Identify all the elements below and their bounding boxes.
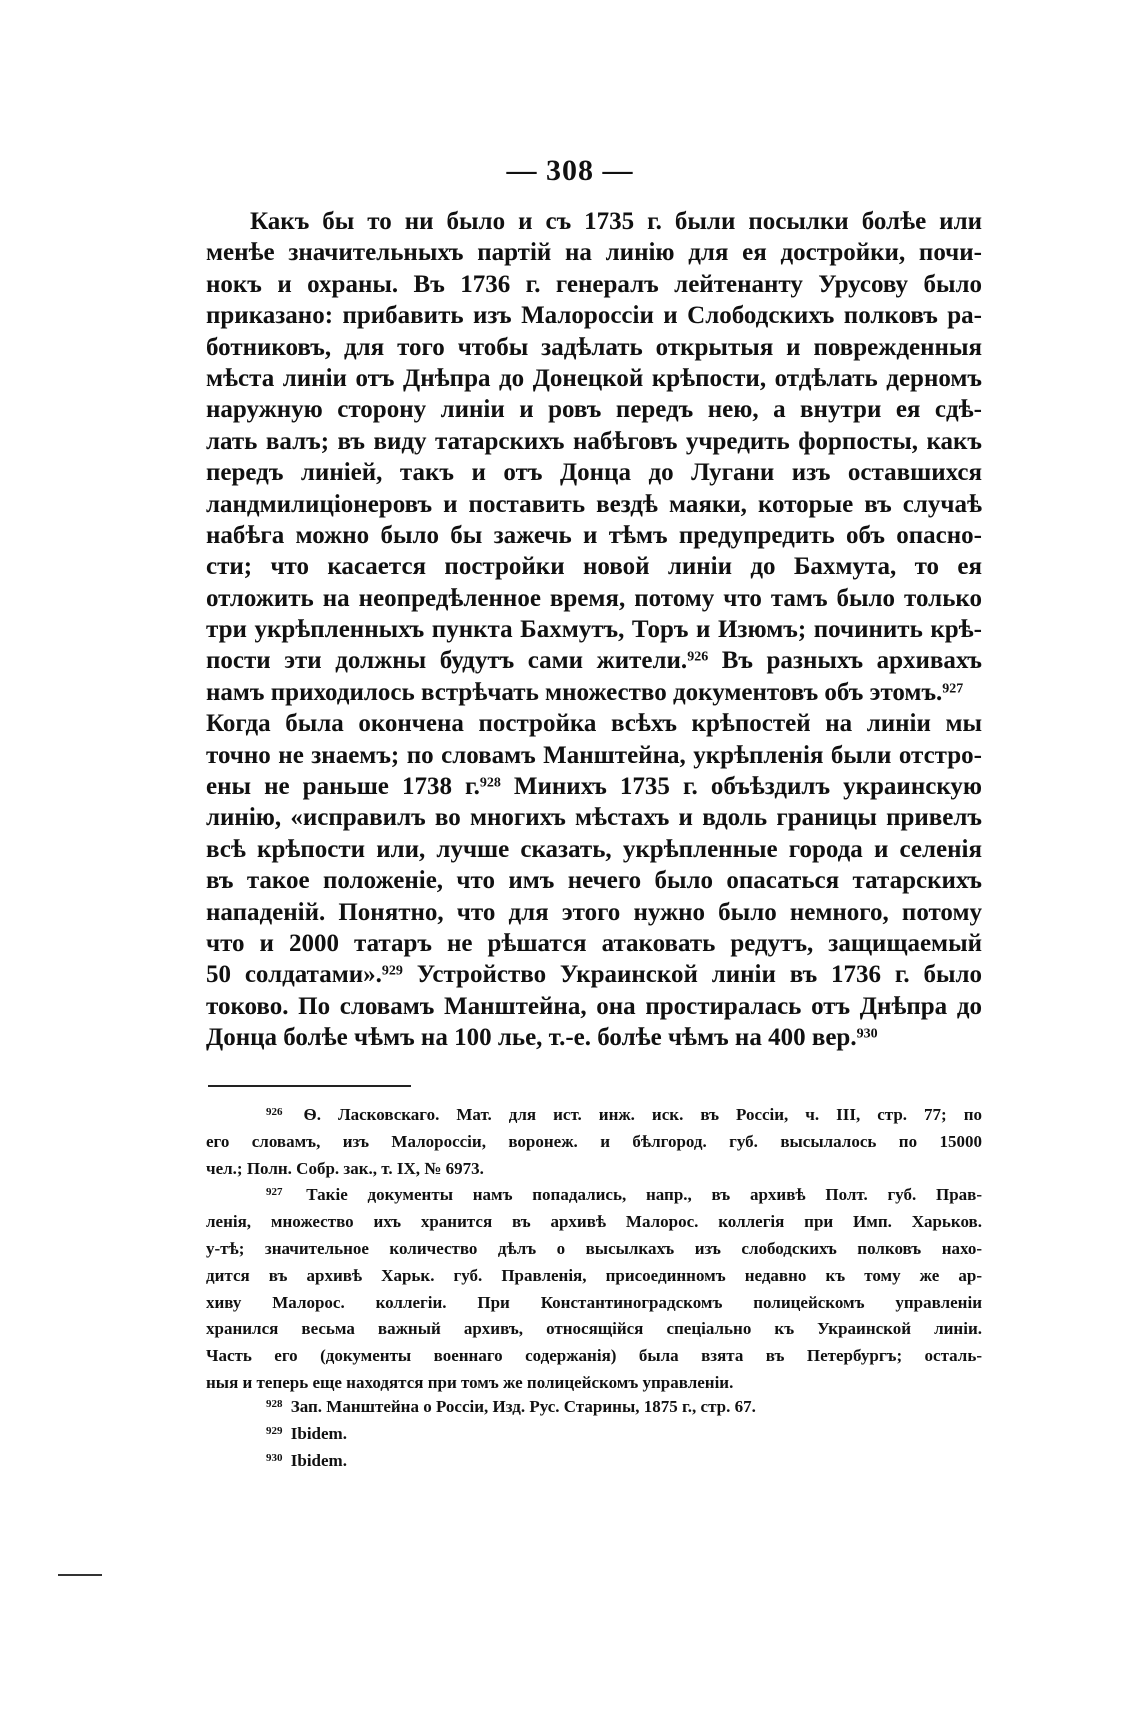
footnote-ref[interactable]: 930 [856,1026,878,1042]
page-number: — 308 — [506,154,634,187]
text-line [206,363,982,394]
text-line [206,489,982,520]
text-line [206,206,982,237]
footnote-text: дится въ архивѣ Харьк. губ. Правленія, присоединномъ недавно къ тому же ар- [206,1265,982,1285]
text-line-content: ены не раньше 1738 г. [206,773,480,801]
footnote-number: 926 [266,1105,283,1118]
footnote-number: 930 [266,1451,283,1464]
footnote-text: хранился весьма важный архивъ, относящійся спеціально къ Украинской линіи. [206,1319,982,1339]
text-line [206,959,982,990]
text-line-content: мѣста линіи отъ Днѣпра до Донецкой крѣпости, отдѣлать дерномъ [206,364,982,392]
text-line-content: сти; что касается постройки новой линіи до Бахмута, то ея [206,553,982,581]
footnote-ref[interactable]: 926 [687,649,709,665]
footnote-line [206,1209,982,1236]
text-line [206,332,982,363]
text-line [206,614,982,645]
footnote-line [206,1290,982,1317]
footnote-ref[interactable]: 929 [381,963,403,979]
text-line [206,237,982,268]
text-line [206,551,982,582]
text-line [206,865,982,896]
footnote-text: хиву Малорос. коллегіи. При Константиноградскомъ полицейскомъ управленіи [206,1292,982,1312]
text-line [206,708,982,739]
text-line [206,928,982,959]
footnote-text: Часть его (документы военнаго содержанія) была взята въ Петербургъ; осталь- [206,1346,982,1366]
text-line-content: нокъ и охраны. Въ 1736 г. генералъ лейтенанту Урусову было [206,270,982,298]
text-line-content: набѣга можно было бы зажечь и тѣмъ предупредить объ опасно- [206,521,982,549]
text-line [206,426,982,457]
text-line-content: намъ приходилось встрѣчать множество документовъ объ этомъ. [206,678,943,706]
footnote-line [206,1236,982,1263]
text-line-continuation: Устройство Украинской линіи въ 1736 г. было [402,961,982,989]
footnote-line [266,1393,756,1420]
text-line-content: наружную сторону линіи и ровъ передъ нею, а внутри ея сдѣ- [206,396,982,424]
footnote-text: Зап. Манштейна о Россіи, Изд. Рус. Старины, 1875 г., стр. 67. [286,1397,756,1416]
footnote-text: чел.; Полн. Собр. зак., т. IX, № 6973. [206,1158,484,1178]
text-line-content: менѣе значительныхъ партій на линію для ея достройки, почи- [206,239,982,267]
footnote-number: 928 [266,1397,283,1410]
text-line [206,520,982,551]
footnote-line [206,1129,982,1156]
text-line-content: приказано: прибавить изъ Малороссіи и Слободскихъ полковъ ра- [206,302,982,330]
footnote-line [206,1316,982,1343]
text-line [206,300,982,331]
text-line [206,991,982,1022]
footnote-line [266,1447,756,1474]
footnote-text: ныя и теперь еще находятся при томъ же полицейскомъ управленіи. [206,1372,734,1392]
text-line [206,645,982,676]
text-line-content: ботниковъ, для того чтобы задѣлать открытыя и поврежденныя [206,333,982,361]
footnote-text: ленія, множество ихъ хранится въ архивѣ Малорос. коллегія при Имп. Харьков. [206,1212,982,1232]
footnotes [206,1102,982,1397]
text-line-content: лать валъ; въ виду татарскихъ набѣговъ учредить форпосты, какъ [206,427,982,455]
footnote-separator [208,1085,411,1087]
text-line-content: что и 2000 татаръ не рѣшатся атаковать редутъ, защищаемый [206,929,982,957]
text-line [206,834,982,865]
footnote-line [266,1420,756,1447]
footnote-ref[interactable]: 927 [942,681,964,697]
text-line-continuation: Въ разныхъ архивахъ [708,647,982,675]
footnote-text: у-тѣ; значительное количество дѣлъ о высылкахъ изъ слободскихъ полковъ нахо- [206,1238,982,1258]
text-line-content: Когда была окончена постройка всѣхъ крѣпостей на линіи мы [206,710,982,738]
text-line [206,740,982,771]
text-line-content: Какъ бы то ни было и съ 1735 г. были посылки болѣе или [250,208,982,235]
footnote-text: Ibidem. [286,1451,347,1470]
short-footnotes [266,1393,756,1474]
footnote-line [206,1182,982,1209]
footnote-ref[interactable]: 928 [479,775,501,791]
text-line-content: Донца болѣе чѣмъ на 100 лье, т.-е. болѣе чѣмъ на 400 вер. [206,1024,857,1052]
footnote-number: 929 [266,1424,283,1437]
footnote-text: Такіе документы намъ попадались, напр., въ архивѣ Полт. губ. Прав- [286,1185,982,1205]
footnote-number: 927 [266,1185,283,1198]
text-line [206,771,982,802]
text-line-content: токово. По словамъ Манштейна, она простиралась отъ Днѣпра до [206,992,982,1020]
footnote-line [206,1156,982,1183]
text-line [206,269,982,300]
text-line-continuation: Минихъ 1735 г. объѣздилъ украинскую [500,773,982,801]
text-line-content: всѣ крѣпости или, лучше сказать, укрѣпленные города и селенія [206,835,982,863]
text-line [206,897,982,928]
text-line-content: пости эти должны будутъ сами жители. [206,647,688,675]
text-line [206,583,982,614]
footnote-line [206,1263,982,1290]
main-text [206,206,982,1054]
text-line [206,457,982,488]
text-line-content: нападеній. Понятно, что для этого нужно было немного, потому [206,898,982,926]
text-line [206,802,982,833]
footnote-text: его словамъ, изъ Малороссіи, воронеж. и бѣлгород. губ. высылалось по 15000 [206,1131,982,1151]
text-line-content: точно не знаемъ; по словамъ Манштейна, укрѣпленія были отстро- [206,741,982,769]
text-line-content: три укрѣпленныхъ пункта Бахмутъ, Торъ и Изюмъ; починить крѣ- [206,616,982,644]
text-line [206,677,982,708]
margin-mark [58,1574,102,1576]
text-line-content: ландмилиціонеровъ и поставить вездѣ маяки, которые въ случаѣ [206,490,982,518]
text-line-content: отложить на неопредѣленное время, потому что тамъ было только [206,584,982,612]
text-line-content: передъ линіей, такъ и отъ Донца до Лугани изъ оставшихся [206,459,982,487]
text-line-content: линію, «исправилъ во многихъ мѣстахъ и вдоль границы привелъ [206,804,982,832]
text-line [206,1022,982,1053]
footnote-line [206,1102,982,1129]
footnote-line [206,1343,982,1370]
text-line-content: 50 солдатами». [206,961,382,989]
text-line [206,394,982,425]
footnote-text: Ѳ. Ласковскаго. Мат. для ист. инж. иск. въ Россіи, ч. III, стр. 77; по [286,1105,982,1124]
footnote-text: Ibidem. [286,1424,347,1443]
text-line-content: въ такое положеніе, что имъ нечего было опасаться татарскихъ [206,867,982,895]
